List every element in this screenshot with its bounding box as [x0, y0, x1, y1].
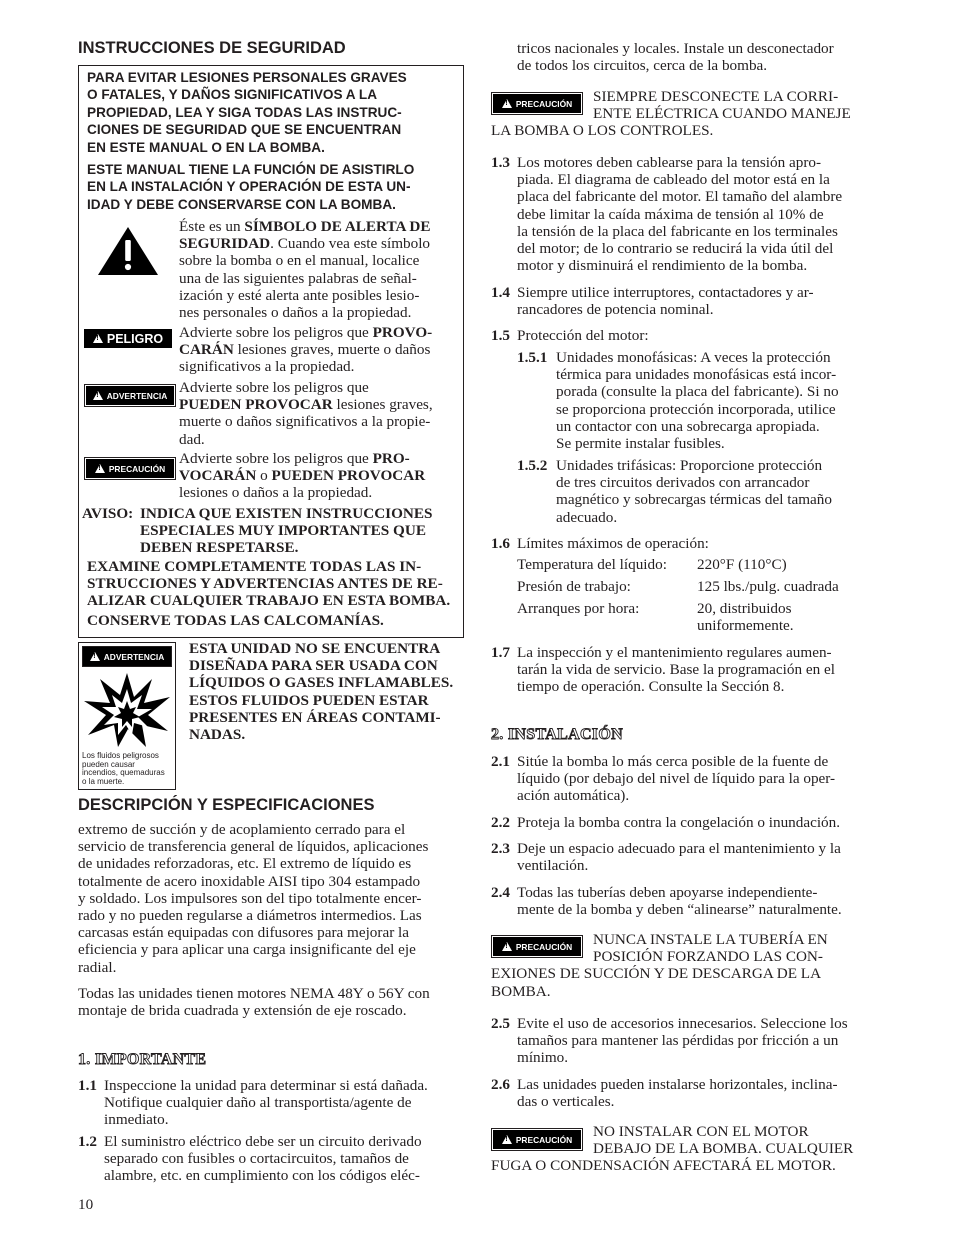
- warning-line: FUGA O CONDENSACIÓN AFECTARÁ EL MOTOR.: [491, 1157, 836, 1175]
- item-line: tricos nacionales y locales. Instale un desconectador: [517, 40, 834, 57]
- alert-text-bold: SEGURIDAD: [179, 235, 271, 253]
- flammable-line: PRESENTES EN ÁREAS CONTAMI-: [189, 708, 441, 726]
- description-paragraph-2: [78, 985, 468, 1019]
- flammable-badge-label: ADVERTENCIA: [103, 651, 165, 662]
- description-paragraph-1: [78, 821, 468, 976]
- warning-triangle-icon: [93, 334, 103, 343]
- item-1-4: [491, 284, 881, 318]
- item-line: Proteja la bomba contra la congelación o inundación.: [517, 814, 841, 831]
- advertencia-text: [179, 379, 461, 448]
- item-line: debe limitar la caída máxima de tensión al 10% de: [517, 205, 824, 223]
- item-line: Sitúe la bomba lo más cerca posible de la fuente de: [517, 753, 829, 770]
- precaucion-badge-frame: [84, 457, 176, 480]
- item-number: 1.1: [78, 1077, 97, 1094]
- item-number: 1.7: [491, 644, 510, 661]
- examine-line: STRUCCIONES Y ADVERTENCIAS ANTES DE RE-: [87, 575, 443, 593]
- item-line: térmica para unidades monofásicas está incor-: [556, 366, 837, 384]
- item-1-5-2: [517, 457, 881, 526]
- item-2-3: [491, 840, 881, 874]
- peligro-line-bold: PROVO-: [372, 324, 433, 341]
- warning-triangle-icon: [90, 652, 100, 661]
- item-number: 1.6: [491, 535, 510, 552]
- item-line: alambre, etc. en cumplimiento con los códigos eléc-: [104, 1167, 420, 1185]
- item-line: adecuado.: [556, 508, 618, 526]
- item-line: porada (consulte la placa del fabricante). Si no: [556, 383, 839, 401]
- advertencia-line-bold: PUEDEN PROVOCAR: [179, 396, 333, 414]
- caption-line: Los fluidos peligrosos: [82, 751, 159, 760]
- item-line: mínimo.: [517, 1049, 569, 1067]
- alert-text: Éste es un: [179, 218, 245, 235]
- flammable-line: NADAS.: [189, 726, 246, 744]
- desc-line: rado y no pueden regularse a diámetros intermedios. Las: [78, 907, 422, 925]
- flammable-line: ESTOS FLUIDOS PUEDEN ESTAR: [189, 691, 429, 709]
- warning-triangle-icon: [95, 464, 105, 473]
- item-line: Todas las tuberías deben apoyarse independiente-: [517, 884, 818, 901]
- caption-line: pueden causar: [82, 759, 135, 769]
- precaucion-label: PRECAUCIÓN: [108, 463, 166, 474]
- alert-text: . Cuando vea este símbolo: [270, 235, 431, 253]
- item-number: 1.5.2: [517, 457, 548, 474]
- box-line: EN LA INSTALACIÓN Y OPERACIÓN DE ESTA UN-: [87, 179, 411, 195]
- item-1-5: [491, 327, 881, 344]
- safety-heading: INSTRUCCIONES DE SEGURIDAD: [78, 39, 346, 57]
- spec-label: Presión de trabajo:: [517, 578, 631, 595]
- warning-line: EXIONES DE SUCCIÓN Y DE DESCARGA DE LA: [491, 965, 822, 983]
- item-line: de tres circuitos derivados con arrancador: [556, 474, 810, 492]
- precaucion-line: o: [256, 467, 272, 485]
- desc-line: montaje de brida cuadrada y extensión de eje roscado.: [78, 1002, 407, 1020]
- flammable-line: LÍQUIDOS O GASES INFLAMABLES.: [189, 674, 454, 692]
- item-line: del motor; de lo contrario se reducirá la vida útil del: [517, 240, 834, 258]
- precaucion-label: PRECAUCIÓN: [515, 98, 573, 109]
- caption-line: o la muerte.: [82, 776, 125, 786]
- precaucion-label: PRECAUCIÓN: [515, 1134, 573, 1145]
- safety-box-p1: [87, 69, 457, 156]
- examine-line: ALIZAR CUALQUIER TRABAJO EN ESTA BOMBA.: [87, 592, 451, 610]
- spec-row: [517, 578, 879, 595]
- peligro-label: PELIGRO: [106, 331, 164, 346]
- alert-text: sobre la bomba o en el manual, localice: [179, 252, 420, 270]
- item-number: 2.5: [491, 1015, 510, 1032]
- precaucion-text: [179, 450, 461, 502]
- examine-block: [87, 558, 463, 629]
- desc-line: eficiencia y para aplicar una carga insignificante del eje: [78, 941, 416, 959]
- item-number: 2.4: [491, 884, 510, 901]
- precaucion-line-bold: VOCARÁN: [179, 467, 257, 485]
- explosion-icon: [82, 671, 172, 749]
- important-heading: 1. IMPORTANTE: [78, 1051, 207, 1068]
- item-line: motor y disminuirá el rendimiento de la bomba.: [517, 257, 808, 275]
- warning-motor-position: [491, 1123, 879, 1175]
- item-1-2-continued: [517, 40, 879, 74]
- item-line: Siempre utilice interruptores, contactadores y ar-: [517, 284, 814, 301]
- item-1-1: [78, 1077, 468, 1129]
- flammable-badge: [82, 646, 172, 667]
- item-line: placa del fabricante del motor. El tamaño del alambre: [517, 188, 843, 206]
- item-2-6: [491, 1076, 881, 1110]
- desc-line: carcasas están equipadas con difusores para mejorar la: [78, 924, 410, 942]
- item-line: piada. El diagrama de cableado del motor está en la: [517, 171, 830, 189]
- peligro-badge: [84, 329, 172, 348]
- precaucion-line-bold: PRO-: [372, 450, 410, 467]
- safety-box: [78, 65, 464, 638]
- page-number: 10: [78, 1196, 94, 1213]
- item-line: tarán la vida de servicio. Base la programación en el: [517, 661, 835, 679]
- advertencia-line: lesiones graves,: [332, 396, 433, 414]
- spec-row: [517, 556, 879, 573]
- advertencia-line: dad.: [179, 430, 205, 448]
- warning-line: POSICIÓN FORZANDO LAS CON-: [593, 948, 823, 966]
- spec-value: 220°F (110°C): [697, 556, 787, 573]
- flammable-caption: [82, 752, 174, 786]
- item-line: Inspeccione la unidad para determinar si está dañada.: [104, 1077, 428, 1094]
- desc-line: Todas las unidades tienen motores NEMA 48Y o 56Y con: [78, 985, 430, 1002]
- item-line: ventilación.: [517, 857, 589, 875]
- flammable-warning-text: [189, 640, 464, 743]
- item-line: Las unidades pueden instalarse horizontales, inclina-: [517, 1076, 838, 1093]
- peligro-text: [179, 324, 461, 376]
- advertencia-badge: [86, 386, 174, 405]
- item-line: mente de la bomba y deben “alinearse” naturalmente.: [517, 901, 842, 919]
- item-line: das o verticales.: [517, 1093, 615, 1111]
- item-number: 2.3: [491, 840, 510, 857]
- box-line: PARA EVITAR LESIONES PERSONALES GRAVES: [87, 70, 407, 85]
- desc-line: de unidades reforzadoras, etc. El extremo de líquido es: [78, 855, 412, 873]
- desc-line: y soldado. Los impulsores son del tipo totalmente encer-: [78, 889, 422, 907]
- item-line: tamaños para mantener las pérdidas por fricción a un: [517, 1032, 839, 1050]
- item-number: 1.4: [491, 284, 510, 301]
- item-line: de todos los circuitos, cerca de la bomba.: [517, 57, 768, 75]
- aviso-line: ESPECIALES MUY IMPORTANTES QUE: [140, 522, 426, 540]
- warning-line: SIEMPRE DESCONECTE LA CORRI-: [593, 88, 839, 105]
- item-2-2: [491, 814, 881, 831]
- item-number: 1.5: [491, 327, 510, 344]
- safety-box-p2: [87, 161, 457, 213]
- item-line: El suministro eléctrico debe ser un circuito derivado: [104, 1133, 422, 1150]
- item-1-2: [78, 1133, 468, 1185]
- item-line: líquido (por debajo del nivel de líquido para la oper-: [517, 770, 836, 788]
- precaucion-line: Advierte sobre los peligros que: [179, 450, 373, 467]
- warning-piping: [491, 931, 879, 1000]
- item-number: 2.2: [491, 814, 510, 831]
- warning-line: NO INSTALAR CON EL MOTOR: [593, 1123, 809, 1140]
- item-2-4: [491, 884, 883, 918]
- flammable-line: DISEÑADA PARA SER USADA CON: [189, 657, 438, 675]
- examine-line: EXAMINE COMPLETAMENTE TODAS LAS IN-: [87, 558, 422, 575]
- item-number: 1.3: [491, 154, 510, 171]
- precaucion-line: lesiones o daños a la propiedad.: [179, 484, 373, 502]
- warning-line: BOMBA.: [491, 982, 551, 1000]
- box-line: CIONES DE SEGURIDAD QUE SE ENCUENTRAN: [87, 122, 402, 138]
- item-1-7: [491, 644, 881, 696]
- item-number: 2.6: [491, 1076, 510, 1093]
- item-line: La inspección y el mantenimiento regulares aumen-: [517, 644, 832, 661]
- warning-line: DEBAJO DE LA BOMBA. CUALQUIER: [593, 1140, 854, 1158]
- desc-line: servicio de transferencia general de líquidos, aplicaciones: [78, 838, 429, 856]
- spec-label: Temperatura del líquido:: [517, 556, 667, 573]
- box-line: O FATALES, Y DAÑOS SIGNIFICATIVOS A LA: [87, 87, 378, 103]
- item-line: Se permite instalar fusibles.: [556, 435, 725, 453]
- item-line: magnético y sobrecargas térmicas del tamaño: [556, 491, 832, 509]
- item-line: Deje un espacio adecuado para el mantenimiento y la: [517, 840, 841, 857]
- item-line: un contactor con una sobrecarga apropiada.: [556, 417, 820, 435]
- item-line: Unidades monofásicas: A veces la protección: [556, 349, 831, 366]
- spec-row: [517, 600, 879, 634]
- item-line: rancadores de potencia nominal.: [517, 301, 714, 319]
- item-line: ación automática).: [517, 787, 630, 805]
- item-line: Unidades trifásicas: Proporcione protección: [556, 457, 823, 474]
- item-line: Límites máximos de operación:: [517, 535, 709, 552]
- warning-line: LA BOMBA O LOS CONTROLES.: [491, 122, 714, 140]
- caption-line: incendios, quemaduras: [82, 768, 165, 778]
- item-number: 1.5.1: [517, 349, 548, 366]
- advertencia-line: muerte o daños significativos a la propie-: [179, 413, 431, 431]
- item-line: tiempo de operación. Consulte la Sección 8.: [517, 678, 785, 696]
- item-number: 2.1: [491, 753, 510, 770]
- item-line: Los motores deben cablearse para la tensión apro-: [517, 154, 822, 171]
- alert-text: una de las siguientes palabras de señal-: [179, 269, 417, 287]
- safety-alert-icon: [97, 226, 159, 276]
- peligro-line: significativos a la propiedad.: [179, 358, 355, 376]
- item-line: se proporciona protección incorporada, utilice: [556, 400, 836, 418]
- peligro-line: Advierte sobre los peligros que: [179, 324, 373, 341]
- desc-line: extremo de succión y de acoplamiento cerrado para el: [78, 821, 406, 838]
- box-line: PROPIEDAD, LEA Y SIGA TODAS LAS INSTRUC-: [87, 104, 402, 120]
- item-line: separado con fusibles o cortacircuitos, tamaños de: [104, 1150, 409, 1168]
- warning-line: ENTE ELÉCTRICA CUANDO MANEJE: [593, 105, 851, 123]
- advertencia-line: Advierte sobre los peligros que: [179, 379, 369, 396]
- alert-text: ización y esté alerta ante posibles lesio-: [179, 286, 420, 304]
- warning-disconnect: [491, 88, 879, 140]
- alert-symbol-text: [179, 218, 461, 321]
- spec-value: 20, distribuidos: [697, 600, 792, 617]
- precaucion-badge: [86, 459, 174, 478]
- item-1-3: [491, 154, 881, 274]
- flammable-line: ESTA UNIDAD NO SE ENCUENTRA: [189, 640, 441, 657]
- item-2-1: [491, 753, 881, 805]
- peligro-line-bold: CARÁN: [179, 341, 234, 359]
- aviso-line: DEBEN RESPETARSE.: [140, 539, 299, 557]
- installation-heading: 2. INSTALACIÓN: [491, 726, 623, 743]
- item-number: 1.2: [78, 1133, 97, 1150]
- item-2-5: [491, 1015, 883, 1067]
- item-1-5-1: [517, 349, 881, 452]
- aviso-line: INDICA QUE EXISTEN INSTRUCCIONES: [140, 505, 433, 522]
- advertencia-label: ADVERTENCIA: [106, 390, 168, 401]
- item-line: inmediato.: [104, 1111, 169, 1129]
- precaucion-label: PRECAUCIÓN: [515, 941, 573, 952]
- warning-line: NUNCA INSTALE LA TUBERÍA EN: [593, 931, 828, 948]
- desc-line: radial.: [78, 958, 117, 976]
- item-1-6: [491, 535, 881, 552]
- item-line: Protección del motor:: [517, 327, 649, 344]
- box-line: EN ESTE MANUAL O EN LA BOMBA.: [87, 139, 325, 155]
- alert-text: nes personales o daños a la propiedad.: [179, 304, 412, 322]
- alert-text-bold: SÍMBOLO DE ALERTA DE: [244, 218, 431, 235]
- aviso-label: AVISO:: [82, 505, 134, 522]
- box-line: ESTE MANUAL TIENE LA FUNCIÓN DE ASISTIRLO: [87, 162, 415, 177]
- flammable-decal: [78, 642, 176, 790]
- spec-value: uniformemente.: [697, 617, 794, 634]
- warning-triangle-icon: [93, 391, 103, 400]
- desc-line: totalmente de acero inoxidable AISI tipo 304 estampado: [78, 872, 421, 890]
- peligro-line: lesiones graves, muerte o daños: [233, 341, 431, 359]
- precaucion-line-bold: PUEDEN PROVOCAR: [271, 467, 426, 485]
- item-line: Evite el uso de accesorios innecesarios. Seleccione los: [517, 1015, 848, 1032]
- item-line: la tensión de la placa del fabricante en los terminales: [517, 222, 838, 240]
- description-heading: DESCRIPCIÓN Y ESPECIFICACIONES: [78, 796, 375, 814]
- spec-value: 125 lbs./pulg. cuadrada: [697, 578, 839, 595]
- conserve-line: CONSERVE TODAS LAS CALCOMANÍAS.: [87, 611, 384, 629]
- box-line: IDAD Y DEBE CONSERVARSE CON LA BOMBA.: [87, 196, 396, 212]
- spec-label: Arranques por hora:: [517, 600, 640, 617]
- item-line: Notifique cualquier daño al transportista/agente de: [104, 1094, 412, 1112]
- advertencia-badge-frame: [84, 384, 176, 407]
